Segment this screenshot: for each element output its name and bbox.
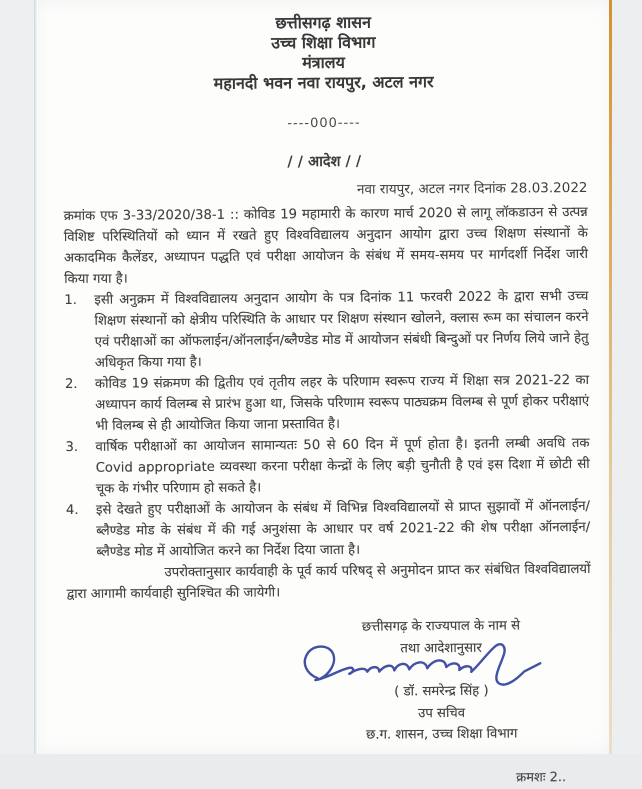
letterhead-office: मंत्रालय bbox=[302, 52, 345, 73]
reference-paragraph: क्रमांक एफ 3-33/2020/38-1 :: कोविड 19 महामारी के कारण मार्च 2020 से लागू लॉकडाउन से उत्पन्न विशिष्ट परिस्थितियों को ध्यान में रखते हुए विश्वविद्यालय अनुदान आयोग द्वारा उच्च शिक्षण संस्थानों के अकादमिक कैलेंडर, अध्यापन पद्धति एवं परीक्षा आयोजन के संबंध में समय-समय पर मार्गदर्शी निर्देश जारी किया गया है। bbox=[63, 204, 589, 288]
item-number: 4. bbox=[65, 502, 79, 519]
item-text: वार्षिक परीक्षाओं का आयोजन सामान्यतः 50 से 60 दिन में पूर्ण होता है। इतनी लम्बी अवधि तक Covid appropriate व्यवस्था करना परीक्षा केन्द्रों के लिए बड़ी चुनौती है एवं इस दिशा में छोटी सी चूक के गंभीर परिणाम हो सकते है। bbox=[95, 435, 590, 497]
signatory-name: ( डॉ. समरेन्द्र सिंह ) bbox=[394, 683, 489, 700]
item-number: 3. bbox=[65, 439, 79, 456]
order-heading: / / आदेश / / bbox=[287, 153, 362, 171]
list-item bbox=[65, 370, 589, 437]
item-text: इसे देखते हुए परीक्षाओं के आयोजन के संबंध में विभिन्न विश्वविद्यालयों से प्राप्त सुझावों में ऑनलाईन/ब्लैण्डेड मोड के संबंध में की गई अनुशंसा के आधार पर वर्ष 2021-22 की शेष परीक्षा ऑनलाईन/ब्लैण्डेड मोड में आयोजित करने का निर्देश दिया जाता है। bbox=[95, 498, 591, 560]
signatory-designation: उप सचिव bbox=[418, 705, 466, 721]
letterhead bbox=[34, 0, 613, 95]
item-text: कोविड 19 संक्रमण की द्वितीय एवं तृतीय लहर के परिणाम स्वरूप राज्य में शिक्षा सत्र 2021-22 का अध्यापन कार्य विलम्ब से प्रारंभ हुआ था, जिसके परिणाम स्वरूप पाठ्यक्रम विलम्ब से पूर्ण होकर परीक्षाएं भी विलम्ब से ही आयोजित किया जाना प्रस्तावित है। bbox=[94, 372, 590, 434]
letterhead-department: उच्च शिक्षा विभाग bbox=[271, 32, 376, 53]
place-dateline: नवा रायपुर, अटल नगर दिनांक 28.03.2022 bbox=[356, 179, 588, 198]
list-item bbox=[65, 433, 589, 500]
item-number: 1. bbox=[64, 292, 78, 309]
closing-paragraph: उपरोक्तानुसार कार्यवाही के पूर्व कार्य परिषद् से अनुमोदन प्राप्त कर संबंधित विश्वविद्यालयों द्वारा आगामी कार्यवाही सुनिश्चित की जायेगी। bbox=[66, 561, 591, 603]
document-content bbox=[34, 0, 618, 786]
continuation-marker: क्रमशः 2.. bbox=[516, 769, 567, 786]
letterhead-address: महानदी भवन नवा रायपुर, अटल नगर bbox=[213, 72, 434, 93]
divider-000: ----000---- bbox=[287, 115, 361, 132]
letterhead-government: छत्तीसगढ़ शासन bbox=[275, 12, 372, 33]
item-number: 2. bbox=[64, 376, 78, 393]
signature-by-order: तथा आदेशानुसार bbox=[400, 640, 482, 656]
list-item bbox=[64, 286, 589, 374]
signatory-department: छ.ग. शासन, उच्च शिक्षा विभाग bbox=[366, 726, 518, 743]
signature-on-behalf: छत्तीसगढ़ के राज्यपाल के नाम से bbox=[361, 618, 521, 635]
list-item bbox=[66, 496, 590, 563]
signature-block bbox=[291, 615, 592, 747]
order-body bbox=[36, 196, 617, 606]
item-text: इसी अनुक्रम में विश्वविद्यालय अनुदान आयोग के पत्र दिनांक 11 फरवरी 2022 के द्वारा सभी उच्च शिक्षण संस्थानों को क्षेत्रीय परिस्थिति के आधार पर शिक्षण संस्थान खोलने, क्लास रूम का संचालन करने एवं परीक्षाओं का ऑफलाईन/ऑनलाईन/ब्लैण्डेड मोड में आयोजन संबंधी बिन्दुओं पर निर्णय लिये जाने हेतु अधिकृत किया गया है। bbox=[94, 288, 589, 371]
